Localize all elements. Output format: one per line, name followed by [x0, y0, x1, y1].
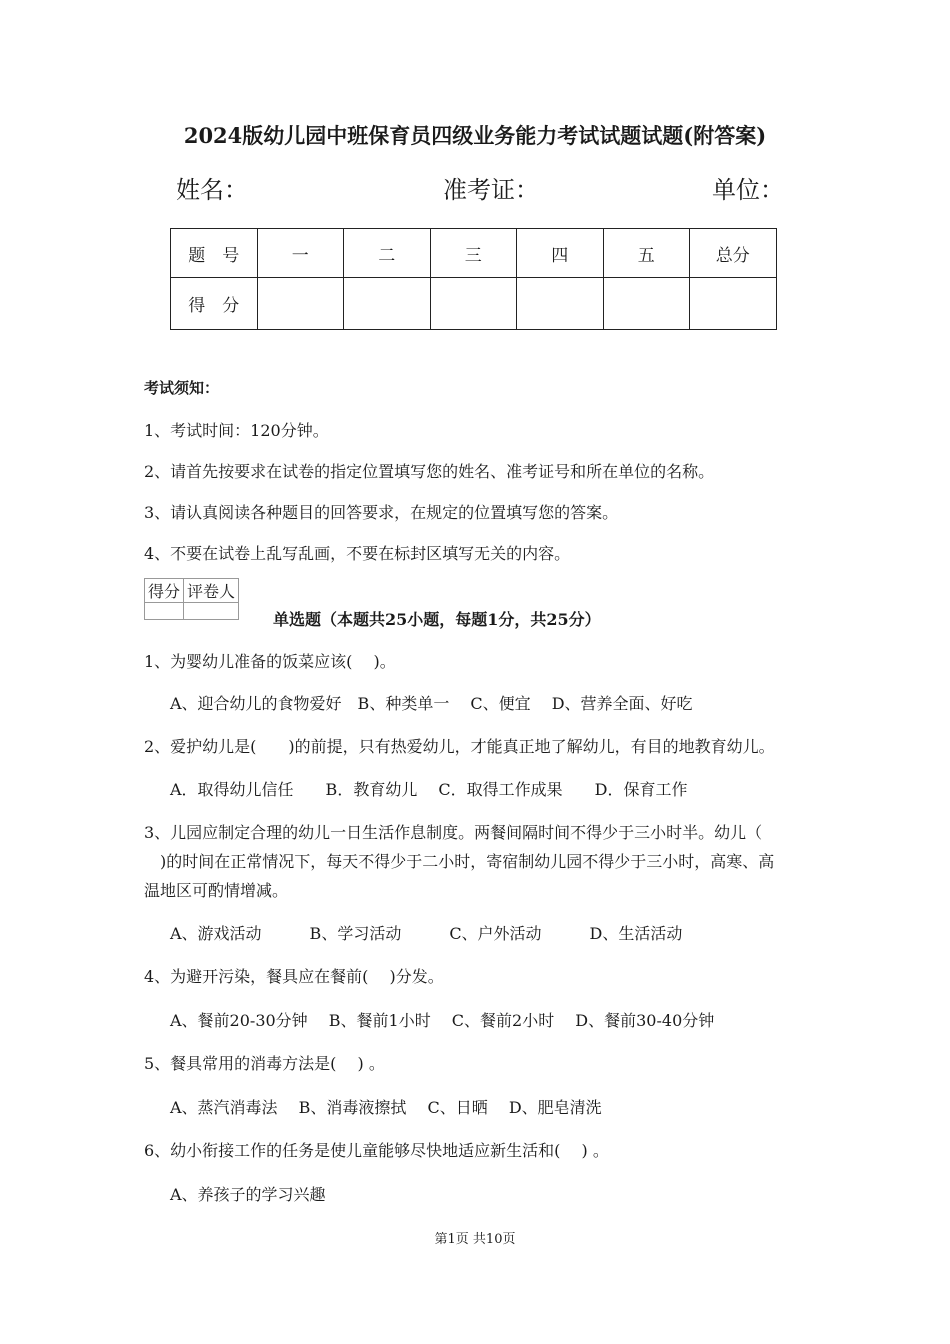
question-stem: 2、爱护幼儿是( )的前提，只有热爱幼儿，才能真正地了解幼儿，有目的地教育幼儿。 — [144, 737, 775, 756]
question-stem: 1、为婴幼儿准备的饭菜应该( )。 — [144, 652, 396, 671]
score-row-label: 得 分 — [171, 278, 258, 330]
question-options: A、游戏活动 B、学习活动 C、户外活动 D、生活活动 — [170, 924, 683, 943]
exam-id-field-label: 准考证： — [443, 176, 539, 204]
question-stem: 温地区可酌情增减。 — [144, 881, 289, 900]
question-options: A、蒸汽消毒法 B、消毒液擦拭 C、日晒 D、肥皂清洗 — [170, 1098, 602, 1117]
score-table-header-cell: 三 — [430, 229, 517, 278]
question-options: A、养孩子的学习兴趣 — [170, 1185, 326, 1204]
notice-item: 3、请认真阅读各种题目的回答要求，在规定的位置填写您的答案。 — [144, 503, 619, 522]
score-table-header-cell: 一 — [257, 229, 344, 278]
score-cell[interactable] — [344, 278, 431, 330]
notice-item: 1、考试时间：120分钟。 — [144, 421, 329, 440]
grader-name-label: 评卷人 — [184, 579, 239, 603]
page-footer: 第1页 共10页 — [434, 1232, 516, 1247]
grader-score-label: 得分 — [145, 579, 184, 603]
score-cell[interactable] — [690, 278, 777, 330]
score-table-header-row — [171, 229, 777, 278]
section-title: 单选题（本题共25小题，每题1分，共25分） — [273, 610, 601, 629]
question-options: A、餐前20-30分钟 B、餐前1小时 C、餐前2小时 D、餐前30-40分钟 — [170, 1011, 715, 1030]
question-stem: 3、儿园应制定合理的幼儿一日生活作息制度。两餐间隔时间不得少于三小时半。幼儿（ — [144, 823, 763, 842]
unit-field-label: 单位： — [712, 176, 784, 204]
score-table-score-row — [171, 278, 777, 330]
score-cell[interactable] — [517, 278, 604, 330]
score-cell[interactable] — [603, 278, 690, 330]
grader-name-cell[interactable] — [184, 603, 239, 620]
score-table-header-cell: 题 号 — [171, 229, 258, 278]
grader-score-cell[interactable] — [145, 603, 184, 620]
question-stem: )的时间在正常情况下，每天不得少于二小时，寄宿制幼儿园不得少于三小时，高寒、高 — [144, 852, 775, 871]
question-options: A．取得幼儿信任 B．教育幼儿 C．取得工作成果 D．保育工作 — [170, 780, 688, 799]
score-table — [170, 228, 777, 330]
page-title: 2024版幼儿园中班保育员四级业务能力考试试题试题(附答案) — [183, 123, 767, 148]
notice-item: 2、请首先按要求在试卷的指定位置填写您的姓名、准考证号和所在单位的名称。 — [144, 462, 715, 481]
score-table-header-cell: 总分 — [690, 229, 777, 278]
notice-heading: 考试须知： — [144, 379, 220, 397]
grader-box — [144, 578, 239, 620]
question-stem: 6、幼小衔接工作的任务是使儿童能够尽快地适应新生活和( ) 。 — [144, 1141, 609, 1160]
question-stem: 4、为避开污染，餐具应在餐前( )分发。 — [144, 967, 444, 986]
score-cell[interactable] — [430, 278, 517, 330]
notice-item: 4、不要在试卷上乱写乱画，不要在标封区填写无关的内容。 — [144, 544, 571, 563]
question-options: A、迎合幼儿的食物爱好 B、种类单一 C、便宜 D、营养全面、好吃 — [170, 694, 693, 713]
score-table-header-cell: 四 — [517, 229, 604, 278]
question-stem: 5、餐具常用的消毒方法是( ) 。 — [144, 1054, 385, 1073]
score-table-header-cell: 五 — [603, 229, 690, 278]
score-cell[interactable] — [257, 278, 344, 330]
name-field-label: 姓名： — [176, 176, 248, 204]
score-table-header-cell: 二 — [344, 229, 431, 278]
